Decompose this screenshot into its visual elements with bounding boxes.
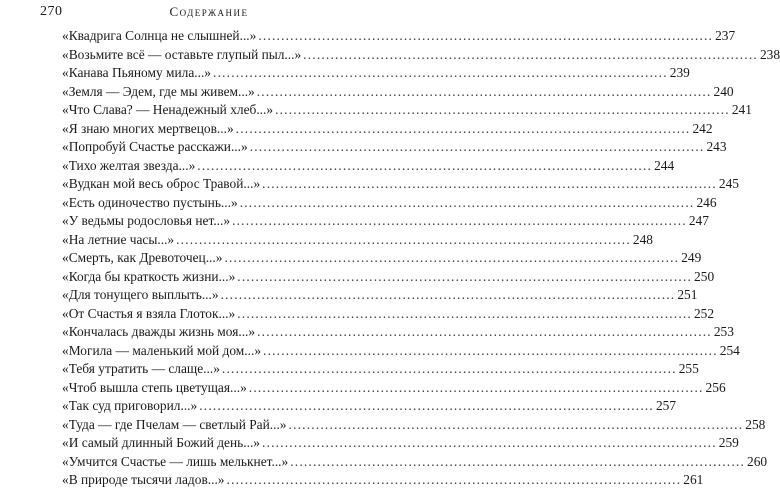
toc-entry-page: 244	[654, 157, 675, 173]
toc-entry-title: «Когда бы краткость жизни...»	[62, 268, 236, 284]
toc-entry-page: 253	[713, 324, 734, 339]
dot-leader: ....................................................................................................	[239, 194, 695, 210]
toc-entry	[62, 27, 736, 46]
toc-entry	[62, 286, 698, 305]
dot-leader: ....................................................................................................	[226, 472, 682, 487]
dot-leader: ....................................................................................................	[262, 435, 717, 450]
toc-entry-page: 255	[678, 361, 699, 376]
toc-entry-page: 248	[632, 231, 653, 247]
dot-leader: ....................................................................................................	[220, 287, 676, 302]
toc-entry-title: «Кончалась дважды жизнь моя...»	[62, 324, 256, 339]
dot-leader: ....................................................................................................	[257, 324, 712, 339]
dot-leader: ....................................................................................................	[221, 361, 677, 376]
toc-entry-title: «Что Слава? — Ненадежный хлеб...»	[62, 102, 274, 117]
toc-entry	[62, 83, 734, 102]
toc-entry-title: «Для тонущего выплыть...»	[62, 287, 219, 302]
toc-entry	[62, 138, 727, 157]
dot-leader: ....................................................................................................	[258, 28, 714, 43]
toc-entry-page: 258	[745, 416, 766, 432]
toc-entry	[62, 379, 726, 398]
dot-leader: ....................................................................................................	[224, 250, 680, 265]
toc-entry	[62, 194, 717, 213]
toc-entry	[62, 249, 702, 268]
toc-entry	[62, 453, 768, 472]
toc-entry-page: 237	[715, 28, 736, 43]
dot-leader: ....................................................................................................	[213, 65, 668, 80]
toc-entry-title: «Чтоб вышла степь цветущая...»	[62, 379, 247, 395]
dot-leader: ....................................................................................................	[303, 46, 758, 62]
running-head: Содержание	[169, 4, 249, 19]
toc-entry-title: «Тихо желтая звезда...»	[62, 157, 196, 173]
toc-entry-page: 251	[677, 287, 698, 302]
toc-entry	[62, 231, 653, 250]
toc-entry-title: «Вудкан мой весь оброс Травой...»	[62, 176, 261, 191]
dot-leader: ....................................................................................................	[288, 416, 744, 432]
toc-entry	[62, 101, 752, 120]
dot-leader: ....................................................................................................	[235, 120, 691, 136]
toc-entry	[62, 397, 677, 416]
toc-entry-page: 257	[655, 398, 677, 413]
toc-entry	[62, 46, 780, 65]
dot-leader: ....................................................................................................	[275, 102, 730, 117]
dot-leader: ....................................................................................................	[199, 398, 654, 413]
dot-leader: ....................................................................................................	[237, 268, 693, 284]
toc-entry-page: 239	[669, 65, 690, 80]
toc-entry-title: «Так суд приговорил...»	[62, 398, 198, 413]
toc-entry-page: 259	[718, 435, 739, 450]
toc-entry-page: 240	[713, 83, 734, 99]
toc-entry-title: «У ведьмы родословья нет...»	[62, 213, 231, 228]
toc-entry-title: «Попробуй Счастье расскажи...»	[62, 139, 248, 154]
toc-entry-page: 241	[731, 102, 752, 117]
toc-entry-page: 245	[718, 176, 739, 191]
toc-entry-title: «Туда — где Пчелам — светлый Рай...»	[62, 416, 287, 432]
toc-entry-title: «Умчится Счастье — лишь мелькнет...»	[62, 453, 289, 469]
dot-leader: ....................................................................................................	[232, 213, 687, 228]
toc-entry	[62, 360, 699, 379]
toc-entry	[62, 268, 715, 287]
toc-entry-title: «Канава Пьяному мила...»	[62, 65, 212, 80]
toc-entry	[62, 175, 739, 194]
toc-entry	[62, 120, 713, 139]
toc-entry-title: «Я знаю многих мертвецов...»	[62, 120, 234, 136]
toc-entry-title: «Земля — Эдем, где мы живем...»	[62, 83, 255, 99]
toc-entry	[62, 305, 715, 324]
toc-entry-title: «Есть одиночество пустынь...»	[62, 194, 238, 210]
toc-entry-page: 256	[705, 379, 726, 395]
page-number: 270	[40, 4, 63, 19]
toc-entry-page: 252	[693, 305, 715, 321]
toc-entry-page: 260	[747, 453, 768, 469]
toc-entry-title: «И самый длинный Божий день...»	[62, 435, 261, 450]
toc-entry-title: «В природе тысячи ладов...»	[62, 472, 225, 487]
page-header	[40, 4, 378, 22]
toc-entry-title: «Смерть, как Древоточец...»	[62, 250, 223, 265]
toc-entry-page: 243	[706, 139, 727, 154]
toc-entry-title: «Тебя утратить — слаще...»	[62, 361, 220, 376]
toc-entry	[62, 342, 740, 361]
toc-entry	[62, 471, 704, 490]
dot-leader: ....................................................................................................	[176, 231, 631, 247]
toc-entry	[62, 434, 739, 453]
dot-leader: ....................................................................................................	[290, 453, 745, 469]
toc-entry	[62, 157, 675, 176]
toc-entry	[62, 323, 734, 342]
dot-leader: ....................................................................................................	[248, 379, 704, 395]
dot-leader: ....................................................................................................	[262, 176, 717, 191]
dot-leader: ....................................................................................................	[263, 342, 718, 358]
toc-entry-page: 247	[688, 213, 709, 228]
toc-entry-page: 250	[694, 268, 715, 284]
table-of-contents	[62, 27, 780, 490]
toc-entry-page: 242	[692, 120, 713, 136]
toc-entry-page: 249	[681, 250, 702, 265]
toc-entry-title: «Могила — маленький мой дом...»	[62, 342, 262, 358]
dot-leader: ....................................................................................................	[237, 305, 692, 321]
toc-entry-page: 238	[759, 46, 780, 62]
toc-entry-title: «От Счастья я взяла Глоток...»	[62, 305, 236, 321]
dot-leader: ....................................................................................................	[249, 139, 705, 154]
toc-entry-title: «Возьмите всё — оставьте глупый пыл...»	[62, 46, 302, 62]
toc-entry	[62, 416, 766, 435]
dot-leader: ....................................................................................................	[197, 157, 653, 173]
toc-entry-page: 261	[683, 472, 704, 487]
toc-entry-page: 254	[719, 342, 740, 358]
toc-entry-title: «На летние часы...»	[62, 231, 175, 247]
toc-entry-title: «Квадрига Солнца не слышней...»	[62, 28, 257, 43]
dot-leader: ....................................................................................................	[256, 83, 712, 99]
toc-entry	[62, 64, 690, 83]
toc-entry-page: 246	[696, 194, 717, 210]
toc-entry	[62, 212, 709, 231]
